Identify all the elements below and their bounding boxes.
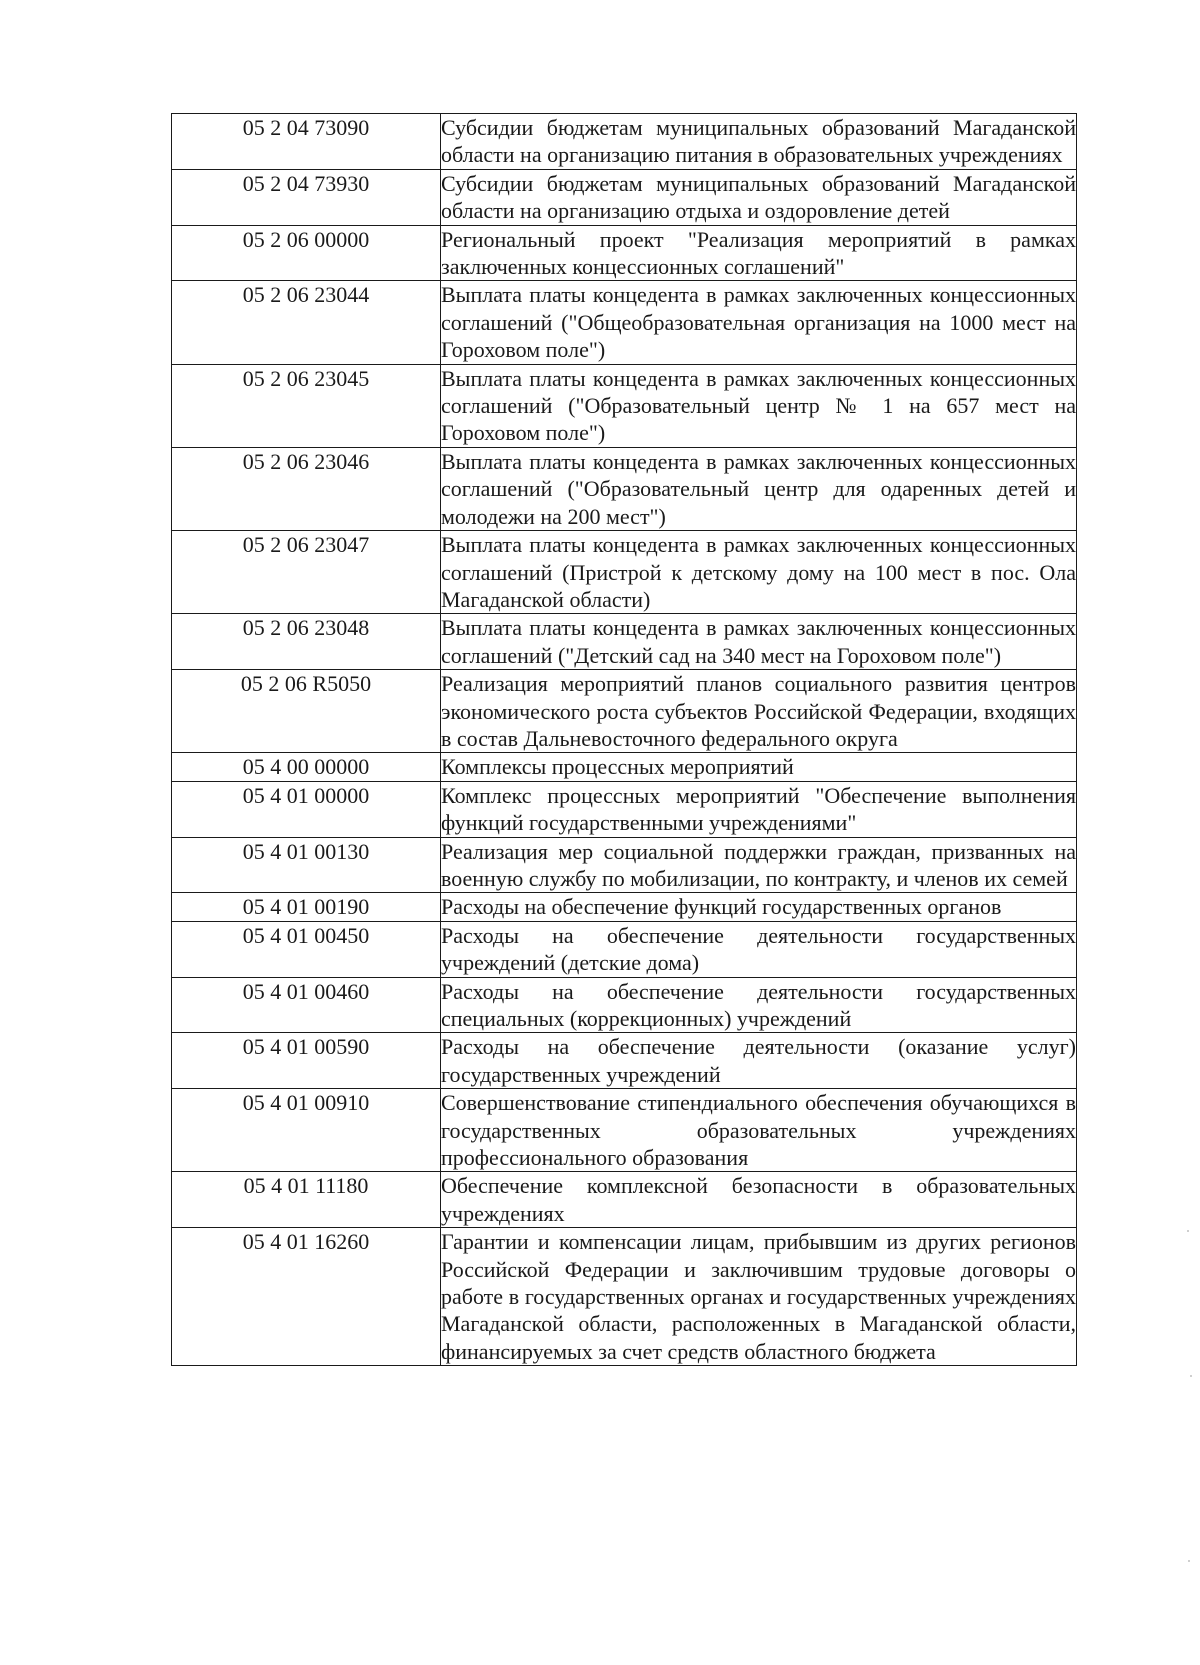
code-cell: 05 2 06 23044 (172, 281, 441, 364)
description-cell: Совершенствование стипендиального обеспечения обучающихся в государственных образовательных учреждениях профессионального образования (441, 1090, 1076, 1171)
code-cell: 05 4 01 00190 (172, 893, 441, 921)
code-cell: 05 2 06 23047 (172, 531, 441, 614)
description-cell: Обеспечение комплексной безопасности в образовательных учреждениях (441, 1173, 1076, 1226)
code-cell: 05 4 01 00130 (172, 837, 441, 893)
code-cell: 05 4 00 00000 (172, 753, 441, 781)
description-cell: Субсидии бюджетам муниципальных образований Магаданской области на организацию питания в образовательных учреждениях (441, 115, 1076, 168)
table-row (172, 977, 1077, 1033)
table-row (172, 753, 1077, 781)
description-cell: Выплата платы концедента в рамках заключенных концессионных соглашений (Пристрой к детскому дому на 100 мест в пос. Ола Магаданской области) (441, 532, 1076, 612)
description-cell: Выплата платы концедента в рамках заключенных концессионных соглашений ("Образовательный центр для одаренных детей и молодежи на 200 мест") (441, 448, 1076, 529)
description-cell: Расходы на обеспечение функций государственных органов (441, 893, 1077, 921)
code-cell: 05 2 04 73090 (172, 114, 441, 170)
table-row (172, 781, 1077, 837)
code-cell: 05 2 06 23046 (172, 447, 441, 530)
table-row (172, 1089, 1077, 1172)
description-cell: Комплексы процессных мероприятий (441, 753, 1077, 781)
table-row (172, 893, 1077, 921)
code-cell: 05 4 01 11180 (172, 1172, 441, 1228)
table-row (172, 447, 1077, 530)
description-cell: Комплекс процессных мероприятий "Обеспечение выполнения функций государственными учреждениями" (441, 782, 1076, 836)
table-row (172, 114, 1077, 170)
code-cell: 05 4 01 00590 (172, 1033, 441, 1089)
table-row (172, 1228, 1077, 1366)
description-cell: Гарантии и компенсации лицам, прибывшим из других регионов Российской Федерации и заключившим трудовые договоры о работе в государственных органах и государственных учреждениях Магаданской области, расположенных в Магаданской области, финансируемых за счет средств областного бюджета (441, 1229, 1076, 1364)
description-cell: Выплата платы концедента в рамках заключенных концессионных соглашений ("Образовательный центр № 1 на 657 мест на Гороховом поле") (441, 365, 1076, 446)
description-cell: Расходы на обеспечение деятельности государственных учреждений (детские дома) (441, 922, 1076, 976)
code-cell: 05 4 01 00460 (172, 977, 441, 1033)
table-row (172, 837, 1077, 893)
description-cell: Реализация мер социальной поддержки граждан, призванных на военную службу по мобилизации, по контракту, и членов их семей (441, 838, 1076, 891)
table-row (172, 225, 1077, 281)
code-cell: 05 2 06 00000 (172, 225, 441, 281)
description-cell: Реализация мероприятий планов социального развития центров экономического роста субъектов Российской Федерации, входящих в состав Дальневосточного федерального округа (441, 671, 1076, 751)
code-cell: 05 4 01 00450 (172, 921, 441, 977)
table-row (172, 1172, 1077, 1228)
code-cell: 05 2 04 73930 (172, 169, 441, 225)
table-row (172, 281, 1077, 364)
description-cell: Региональный проект "Реализация мероприятий в рамках заключенных концессионных соглашений" (441, 226, 1076, 280)
budget-classification-table (171, 113, 1077, 1366)
code-cell: 05 2 06 R5050 (172, 670, 441, 753)
scan-speck (1188, 1560, 1190, 1562)
table-row (172, 364, 1077, 447)
table-row (172, 531, 1077, 614)
table-row (172, 921, 1077, 977)
description-cell: Выплата платы концедента в рамках заключенных концессионных соглашений ("Общеобразовательная организация на 1000 мест на Гороховом поле") (441, 282, 1076, 363)
scan-speck (1187, 1230, 1189, 1232)
description-cell: Расходы на обеспечение деятельности государственных специальных (коррекционных) учреждений (441, 978, 1076, 1031)
table-row (172, 614, 1077, 670)
scan-speck (1190, 1375, 1192, 1377)
code-cell: 05 2 06 23045 (172, 364, 441, 447)
description-cell: Расходы на обеспечение деятельности (оказание услуг) государственных учреждений (441, 1034, 1076, 1087)
description-cell: Субсидии бюджетам муниципальных образований Магаданской области на организацию отдыха и оздоровление детей (441, 170, 1076, 224)
code-cell: 05 4 01 16260 (172, 1228, 441, 1366)
table-row (172, 169, 1077, 225)
table-row (172, 670, 1077, 753)
table-row (172, 1033, 1077, 1089)
code-cell: 05 4 01 00000 (172, 781, 441, 837)
code-cell: 05 4 01 00910 (172, 1089, 441, 1172)
description-cell: Выплата платы концедента в рамках заключенных концессионных соглашений ("Детский сад на 340 мест на Гороховом поле") (441, 615, 1076, 668)
code-cell: 05 2 06 23048 (172, 614, 441, 670)
